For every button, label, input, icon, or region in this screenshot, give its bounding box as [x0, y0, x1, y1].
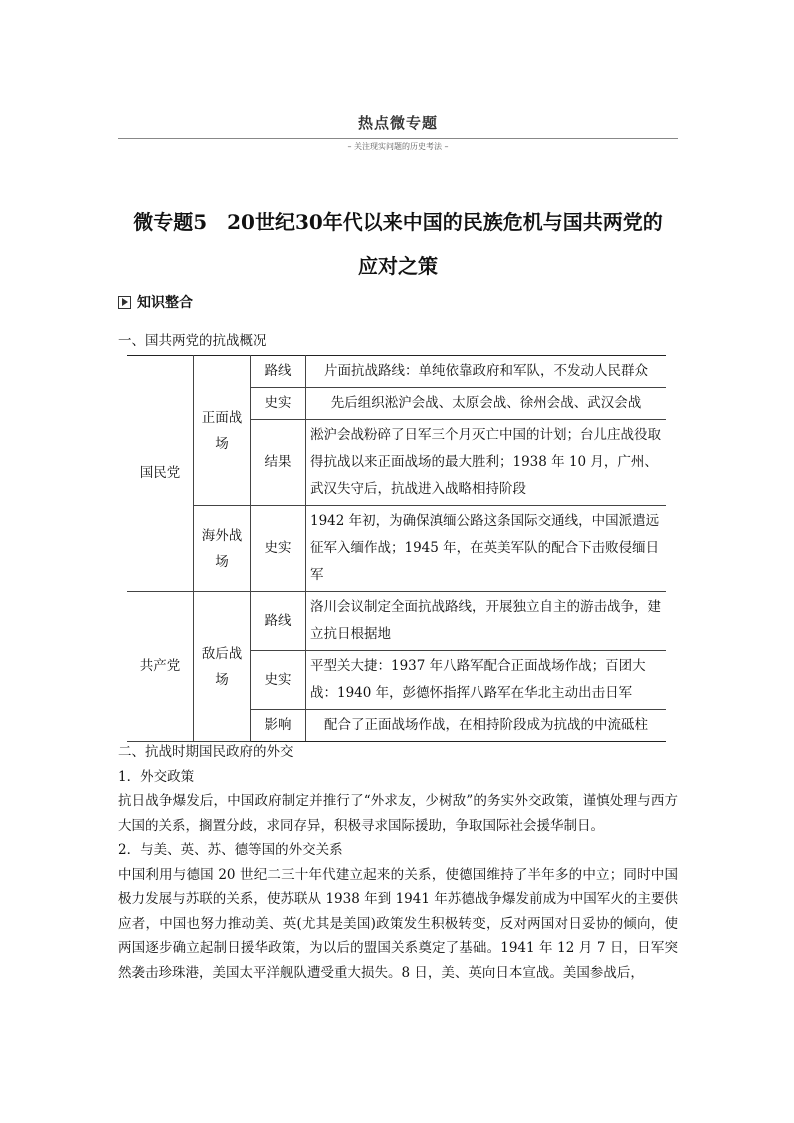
part2-sub1-heading: 1．外交政策 [118, 768, 195, 785]
row-type-cell: 史实 [251, 651, 306, 710]
war-overview-table [127, 355, 666, 742]
overseas-battlefield-cell: 海外战场 [194, 506, 251, 592]
part2-sub2-heading: 2．与美、英、苏、德等国的外交关系 [118, 842, 343, 858]
section-heading-label: 知识整合 [137, 295, 193, 311]
row-type-cell: 影响 [251, 710, 306, 742]
header-rule [118, 138, 678, 139]
section-heading [118, 292, 193, 312]
table-row [127, 506, 666, 592]
row-content-cell: 先后组织淞沪会战、太原会战、徐州会战、武汉会战 [306, 388, 667, 420]
part1-heading: 一、国共两党的抗战概况 [118, 333, 267, 349]
row-content-cell: 片面抗战路线：单纯依靠政府和军队，不发动人民群众 [306, 356, 667, 388]
rear-battlefield-cell: 敌后战场 [194, 592, 251, 742]
part2-sub2-paragraph: 中国利用与德国 20 世纪二三十年代建立起来的关系，使德国维持了半年多的中立；同时中国极力发展与苏联的关系，使苏联从 1938 年到 1941 年苏德战争爆发前成为中国军火的主要供应者，中国也努力推动美、英(尤其是美国)政策发生积极转变，反对两国对日妥协的倾向，使两国逐步确立起制日援华政策，为以后的盟国关系奠定了基础。1941 年 12 月 7 日，日军突然袭击珍珠港，美国太平洋舰队遭受重大损失。8 日，美、英向日本宣战。美国参战后， [118, 866, 678, 981]
header-title: 热点微专题 [357, 114, 438, 132]
part2-body [118, 740, 678, 985]
play-triangle-icon [118, 296, 131, 309]
row-content-cell: 1942 年初，为确保滇缅公路这条国际交通线，中国派遣远征军入缅作战；1945 年，在英美军队的配合下击败侵缅日军 [306, 506, 667, 592]
row-content-cell: 淞沪会战粉碎了日军三个月灭亡中国的计划；台儿庄战役取得抗战以来正面战场的最大胜利；1938 年 10 月，广州、武汉失守后，抗战进入战略相持阶段 [306, 420, 667, 506]
table-row [127, 356, 666, 388]
front-line-battlefield-cell: 正面战场 [194, 356, 251, 506]
row-content-cell: 配合了正面战场作战，在相持阶段成为抗战的中流砥柱 [306, 710, 667, 742]
row-type-cell: 路线 [251, 356, 306, 388]
row-content-cell: 平型关大捷：1937 年八路军配合正面战场作战；百团大战：1940 年，彭德怀指挥八路军在华北主动出击日军 [306, 651, 667, 710]
row-type-cell: 史实 [251, 506, 306, 592]
row-content-cell: 洛川会议制定全面抗战路线，开展独立自主的游击战争，建立抗日根据地 [306, 592, 667, 651]
header-subtitle: – 关注现实问题的历史考法 – [347, 142, 449, 151]
party-kmt-cell: 国民党 [127, 356, 194, 592]
row-type-cell: 结果 [251, 420, 306, 506]
page-title [118, 200, 678, 288]
running-header [118, 112, 678, 152]
part2-heading: 二、抗战时期国民政府的外交 [118, 744, 294, 760]
party-ccp-cell: 共产党 [127, 592, 194, 742]
table-row [127, 592, 666, 651]
row-type-cell: 史实 [251, 388, 306, 420]
row-type-cell: 路线 [251, 592, 306, 651]
page-title-line1: 微专题5 20世纪30年代以来中国的民族危机与国共两党的 [133, 210, 663, 234]
part2-sub1-paragraph: 抗日战争爆发后，中国政府制定并推行了“外求友，少树敌”的务实外交政策，谨慎处理与西方大国的关系，搁置分歧，求同存异，积极寻求国际援助，争取国际社会援华制日。 [118, 793, 678, 834]
page-title-line2: 应对之策 [358, 254, 438, 278]
